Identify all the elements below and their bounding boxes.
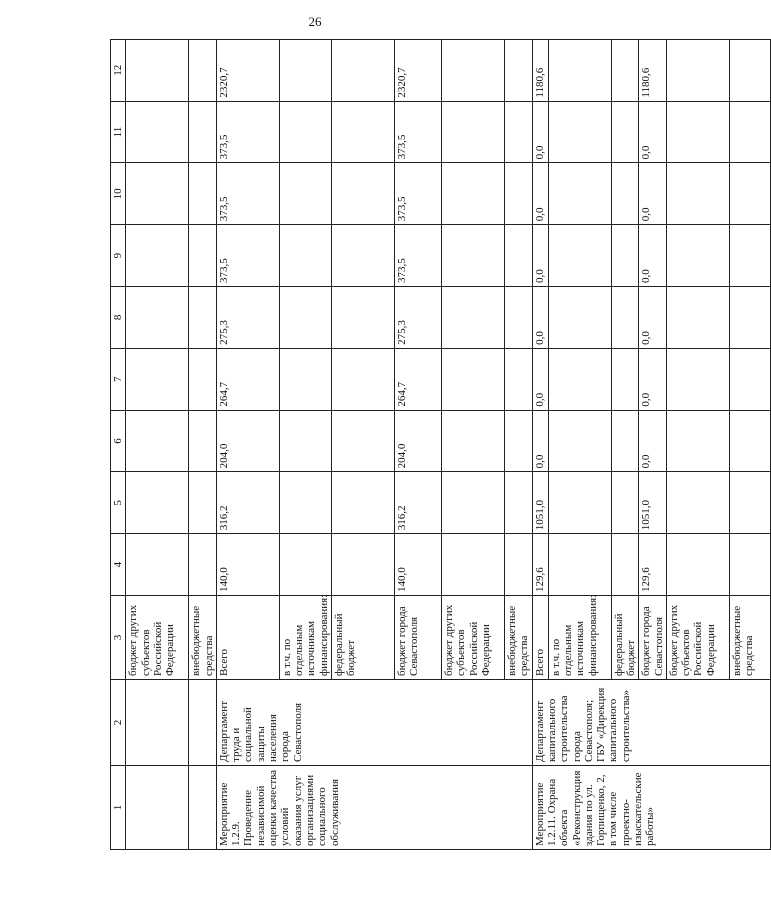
value-cell: 1180,6 bbox=[532, 39, 548, 101]
value-cell: 275,3 bbox=[395, 287, 442, 349]
value-cell: 0,0 bbox=[639, 163, 667, 225]
value-cell: 0,0 bbox=[532, 287, 548, 349]
header-cell: 7 bbox=[111, 348, 126, 410]
value-cell: 373,5 bbox=[216, 225, 279, 287]
header-cell: 4 bbox=[111, 534, 126, 596]
source-cell: бюджет других субъектов Российской Федерации bbox=[126, 596, 189, 680]
value-cell: 1180,6 bbox=[639, 39, 667, 101]
value-cell: 1051,0 bbox=[639, 472, 667, 534]
value-cell: 373,5 bbox=[216, 101, 279, 163]
source-cell: внебюджетные средства bbox=[729, 596, 770, 680]
value-cell: 0,0 bbox=[639, 225, 667, 287]
header-cell: 1 bbox=[111, 766, 126, 850]
page-number: 26 bbox=[308, 14, 322, 29]
value-cell: 373,5 bbox=[395, 163, 442, 225]
header-cell: 3 bbox=[111, 596, 126, 680]
source-cell: внебюджетные средства bbox=[505, 596, 533, 680]
value-cell: 373,5 bbox=[216, 163, 279, 225]
value-cell: 373,5 bbox=[395, 225, 442, 287]
value-cell: 0,0 bbox=[532, 225, 548, 287]
value-cell: 2320,7 bbox=[216, 39, 279, 101]
event-cell bbox=[189, 766, 217, 850]
value-cell: 2320,7 bbox=[395, 39, 442, 101]
source-cell: в т.ч. по отдельным источникам финансирования: bbox=[548, 596, 611, 680]
executor-cell bbox=[189, 680, 217, 766]
source-cell: внебюджетные средства bbox=[189, 596, 217, 680]
financing-table bbox=[110, 39, 771, 850]
source-cell: бюджет города Севастополя bbox=[395, 596, 442, 680]
value-cell: 140,0 bbox=[395, 534, 442, 596]
value-cell: 0,0 bbox=[639, 287, 667, 349]
value-cell: 0,0 bbox=[532, 348, 548, 410]
source-cell: Всего bbox=[532, 596, 548, 680]
executor-name-cell: Департамент капитального строительства города Севастополя; ГБУ «Дирекция капитального строительства» bbox=[532, 680, 770, 766]
source-cell: бюджет других субъектов Российской Федерации bbox=[442, 596, 505, 680]
value-cell: 316,2 bbox=[216, 472, 279, 534]
value-cell: 0,0 bbox=[532, 101, 548, 163]
value-cell: 0,0 bbox=[532, 410, 548, 472]
value-cell: 140,0 bbox=[216, 534, 279, 596]
event-cell bbox=[126, 766, 189, 850]
header-cell: 2 bbox=[111, 680, 126, 766]
table-row bbox=[189, 39, 217, 849]
value-cell: 204,0 bbox=[216, 410, 279, 472]
rotated-table-wrapper bbox=[110, 40, 756, 850]
source-cell: бюджет других субъектов Российской Федерации bbox=[666, 596, 729, 680]
table-row bbox=[216, 39, 279, 849]
executor-name-cell: Департамент труда и социальной защиты населения города Севастополя bbox=[216, 680, 532, 766]
value-cell: 0,0 bbox=[639, 101, 667, 163]
header-cell: 11 bbox=[111, 101, 126, 163]
header-cell: 8 bbox=[111, 287, 126, 349]
source-cell: в т.ч. по отдельным источникам финансирования: bbox=[279, 596, 331, 680]
event-name-cell: Мероприятие 1.2.11. Охрана объекта «Реконструкция здания по ул. Горпищенко, 2, в том числе проектно-изыскательские работы» bbox=[532, 766, 770, 850]
header-row bbox=[111, 39, 126, 849]
value-cell: 129,6 bbox=[532, 534, 548, 596]
header-cell: 6 bbox=[111, 410, 126, 472]
source-cell: федеральный бюджет bbox=[611, 596, 639, 680]
value-cell: 275,3 bbox=[216, 287, 279, 349]
value-cell: 0,0 bbox=[532, 163, 548, 225]
value-cell: 204,0 bbox=[395, 410, 442, 472]
value-cell: 264,7 bbox=[216, 348, 279, 410]
value-cell: 373,5 bbox=[395, 101, 442, 163]
table-row bbox=[532, 39, 548, 849]
value-cell: 0,0 bbox=[639, 348, 667, 410]
event-name-cell: Мероприятие 1.2.9. Проведение независимой оценки качества условий оказания услуг организациями социального обслуживания bbox=[216, 766, 532, 850]
source-cell: бюджет города Севастополя bbox=[639, 596, 667, 680]
value-cell: 264,7 bbox=[395, 348, 442, 410]
header-cell: 10 bbox=[111, 163, 126, 225]
header-cell: 5 bbox=[111, 472, 126, 534]
header-cell: 12 bbox=[111, 39, 126, 101]
value-cell: 129,6 bbox=[639, 534, 667, 596]
source-cell: Всего bbox=[216, 596, 279, 680]
value-cell: 316,2 bbox=[395, 472, 442, 534]
table-row bbox=[126, 39, 189, 849]
value-cell: 0,0 bbox=[639, 410, 667, 472]
value-cell: 1051,0 bbox=[532, 472, 548, 534]
source-cell: федеральный бюджет bbox=[332, 596, 395, 680]
header-cell: 9 bbox=[111, 225, 126, 287]
executor-cell bbox=[126, 680, 189, 766]
